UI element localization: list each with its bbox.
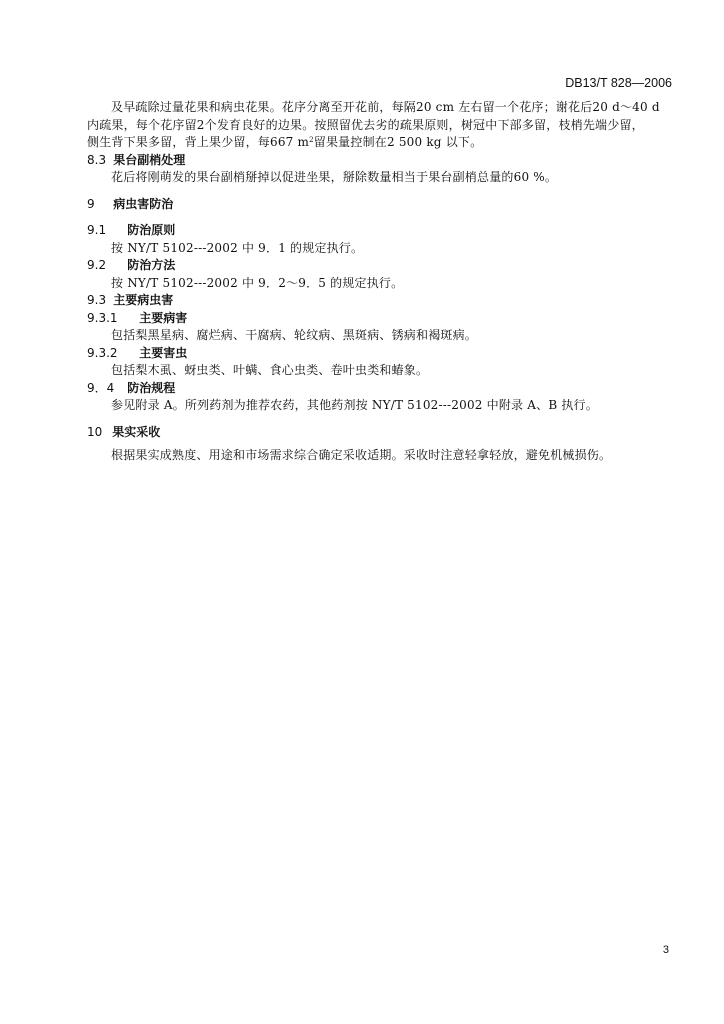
section-title: 病虫害防治 [113, 196, 174, 211]
section-title: 防治规程 [127, 380, 176, 395]
section-number: 9.3 [87, 293, 107, 307]
section-number: 9.1 [87, 223, 107, 237]
section-heading-10 [87, 424, 675, 442]
section-title: 防治原则 [127, 223, 176, 237]
section-number: 9 [87, 196, 95, 211]
section-heading-9-2 [87, 257, 675, 275]
section-text: 参见附录 A。所列药剂为推荐农药，其他药剂按 NY/T 5102---2002 中附录 A、B 执行。 [111, 398, 598, 412]
section-text: 根据果实成熟度、用途和市场需求综合确定采收适期。采收时注意轻拿轻放，避免机械损伤。 [111, 448, 612, 462]
section-heading-8-3 [87, 152, 675, 170]
section-number: 10 [87, 424, 103, 439]
section-number: 9.3.1 [87, 310, 118, 325]
section-number: 9．4 [87, 380, 115, 395]
section-text: 包括梨木虱、蚜虫类、叶螨、食心虫类、卷叶虫类和蝽象。 [111, 363, 429, 377]
section-heading-9-3-2 [87, 345, 675, 363]
section-heading-9-3-1 [87, 310, 675, 328]
page-number: 3 [662, 944, 669, 956]
document-body [87, 99, 675, 465]
section-title: 防治方法 [127, 258, 176, 272]
paragraph-text: 留果量控制在2 500 kg 以下。 [313, 135, 483, 149]
section-heading-9 [87, 196, 675, 214]
section-number: 9.2 [87, 258, 107, 272]
section-title: 主要病虫害 [113, 293, 174, 307]
section-number: 9.3.2 [87, 345, 118, 360]
paragraph-line: 内疏果，每个花序留2个发育良好的边果。按照留优去劣的疏果原则，树冠中下部多留，枝梢先端少留， [87, 117, 644, 132]
section-title: 主要害虫 [139, 345, 188, 360]
section-title: 果实采收 [112, 424, 161, 439]
superscript: 2 [309, 136, 314, 144]
section-number: 8.3 [87, 152, 107, 167]
standard-code-header: DB13/T 828—2006 [565, 76, 672, 90]
section-text: 花后将刚萌发的果台副梢掰掉以促进坐果，掰除数量相当于果台副梢总量的60 %。 [111, 170, 558, 184]
section-title: 果台副梢处理 [113, 152, 186, 167]
section-text: 按 NY/T 5102---2002 中 9．1 的规定执行。 [111, 240, 364, 255]
section-title: 主要病害 [139, 310, 188, 325]
section-text: 包括梨黑星病、腐烂病、干腐病、轮纹病、黑斑病、锈病和褐斑病。 [111, 328, 478, 342]
paragraph-text: 侧生背下果多留，背上果少留，每667 m [87, 135, 310, 149]
section-text: 按 NY/T 5102---2002 中 9．2～9．5 的规定执行。 [111, 275, 404, 290]
paragraph-line: 及早疏除过量花果和病虫花果。花序分离至开花前，每隔20 cm 左右留一个花序；谢花后20 d～40 d [111, 100, 660, 114]
paragraph-line [87, 134, 675, 152]
section-heading-9-3 [87, 292, 675, 310]
section-heading-9-1 [87, 222, 675, 240]
section-heading-9-4 [87, 380, 675, 398]
